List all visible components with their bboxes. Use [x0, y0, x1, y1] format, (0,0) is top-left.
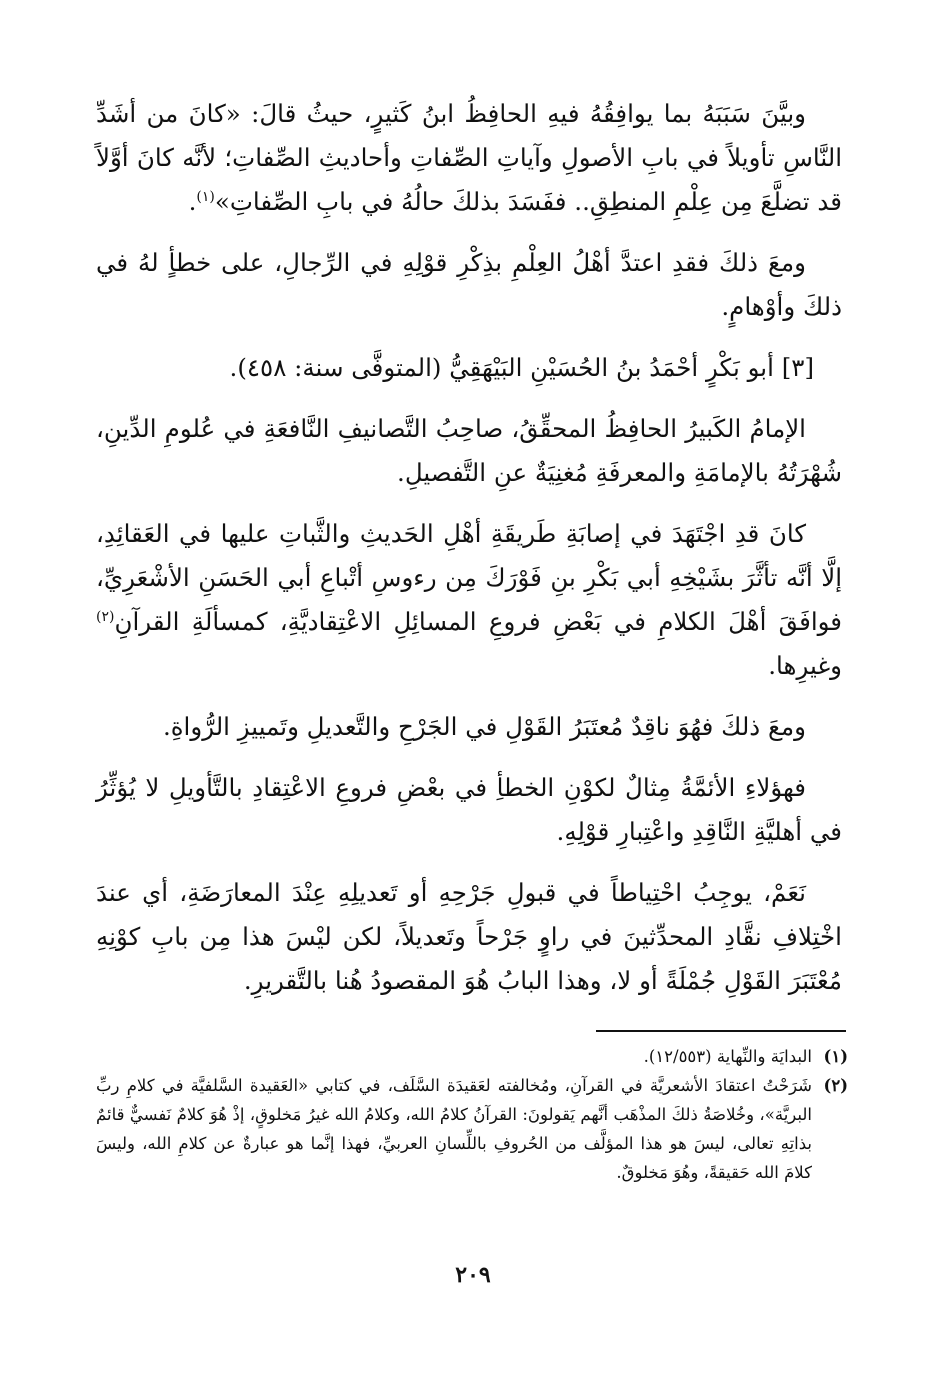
page-number: ٢٠٩: [455, 1262, 491, 1288]
footnote-text: البدايَة والنِّهاية (١٢/٥٥٣).: [643, 1047, 812, 1066]
footnote-number: (٢): [823, 1076, 848, 1095]
footnote-text: شَرَحْتُ اعتقادَ الأشعريَّة في القرآنِ، ومُخالفته لعَقيدَة السَّلَف، في كتابي «العَقيدة السَّلفيَّة في كلامِ ربِّ البريَّة»، وخُلاصَةُ ذلكَ المذْهَب أنَّهم يَقولونَ: القرآنُ كلامُ الله، وكلامُ الله غيرُ مَخلوقٍ، إذْ هُوَ كلامٌ نَفسيٌّ قائمٌ بذاتِهِ تعالى، ليسَ هو هذا المؤلَّف من الحُروفِ باللِّسانِ العربيِّ، فهذا إنَّما هو عبارةٌ عن كلامِ الله، وليسَ كلامَ الله حَقيقةً، وهُوَ مَخلوقٌ.: [96, 1076, 812, 1182]
main-text: [96, 92, 842, 1020]
footnote-ref-1[interactable]: (١): [196, 188, 215, 205]
footnote-1: [96, 1042, 848, 1071]
paragraph-5: ومعَ ذلكَ فهُوَ ناقِدٌ مُعتَبَرُ القَوْلِ في الجَرْحِ والتَّعديلِ وتَمييزِ الرُّواةِ.: [162, 712, 806, 741]
paragraph-3: الإمامُ الكَبيرُ الحافِظُ المحقِّقُ، صاحِبُ التَّصانيفِ النَّافعَةِ في عُلومِ الدِّينِ، شُهْرَتُهُ بالإمامَةِ والمعرفَةِ مُغنِيَةٌ عنِ التَّفصيلِ.: [96, 414, 842, 487]
paragraph-6: فهؤلاءِ الأئمَّةُ مِثالٌ لكوْنِ الخطأِ في بعْضِ فروعِ الاعْتِقادِ بالتَّأويلِ لا يُؤثِّرُ في أهليَّةِ النَّاقِدِ واعْتِبارِ قوْلِهِ.: [96, 773, 842, 846]
paragraph-1: وبيَّنَ سَبَبَهُ بما يوافِقُهُ فيهِ الحافِظُ ابنُ كَثيرٍ، حيثُ قالَ: «كانَ من أشَدِّ النَّاسِ تأويلاً في بابِ الأصولِ وآياتِ الصِّفاتِ وأحاديثِ الصِّفاتِ؛ لأنَّه كانَ أوَّلاً قد تضلَّعَ مِن عِلْمِ المنطِقِ.. ففَسَدَ بذلكَ حالُهُ في بابِ الصِّفاتِ»$^{(١)}$.: [96, 99, 842, 216]
paragraph-4: كانَ قدِ اجْتَهَدَ في إصابَةِ طَريقَةِ أهْلِ الحَديثِ والثَّباتِ عليها في العَقائِدِ، إلَّا أنَّه تأثَّرَ بشَيْخِهِ أبي بَكْرِ بنِ فَوْرَكَ مِن رءوسِ أتْباعِ أبي الحَسَنِ الأشْعَرِيِّ، فوافَقَ أهْلَ الكلامِ في بَعْضِ فروعِ المسائِلِ الاعْتِقاديَّةِ، كمسألَةِ القرآنِ$^{(٢)}$ وغيرِها.: [96, 519, 843, 680]
paragraph-2: ومعَ ذلكَ فقدِ اعتدَّ أهْلُ العِلْمِ بذِكْرِ قوْلِهِ في الرِّجالِ، على خطأٍ لهُ في ذلكَ وأوْهامٍ.: [96, 248, 842, 321]
footnotes: [96, 1042, 848, 1187]
section-heading-3: [٣] أبو بَكْرٍ أحْمَدُ بنُ الحُسَيْنِ البَيْهَقِيُّ (المتوفَّى سنة: ٤٥٨).: [229, 353, 814, 382]
footnote-number: (١): [823, 1047, 848, 1066]
footnote-2: [96, 1071, 848, 1187]
footnote-ref-2[interactable]: (٢): [96, 608, 115, 625]
footnote-divider: [596, 1030, 846, 1032]
paragraph-7: نَعَمْ، يوجِبُ احْتِياطاً في قبولِ جَرْحِهِ أو تَعديلِهِ عِنْدَ المعارَضَةِ، أي عندَ اخْتِلافِ نقَّادِ المحدِّثينَ في راوٍ جَرْحاً وتَعديلاً، لكن ليْسَ هذا مِن بابِ كوْنِهِ مُعْتَبَرَ القَوْلِ جُمْلَةً أو لا، وهذا البابُ هُوَ المقصودُ هُنا بالتَّقريرِ.: [96, 878, 842, 995]
